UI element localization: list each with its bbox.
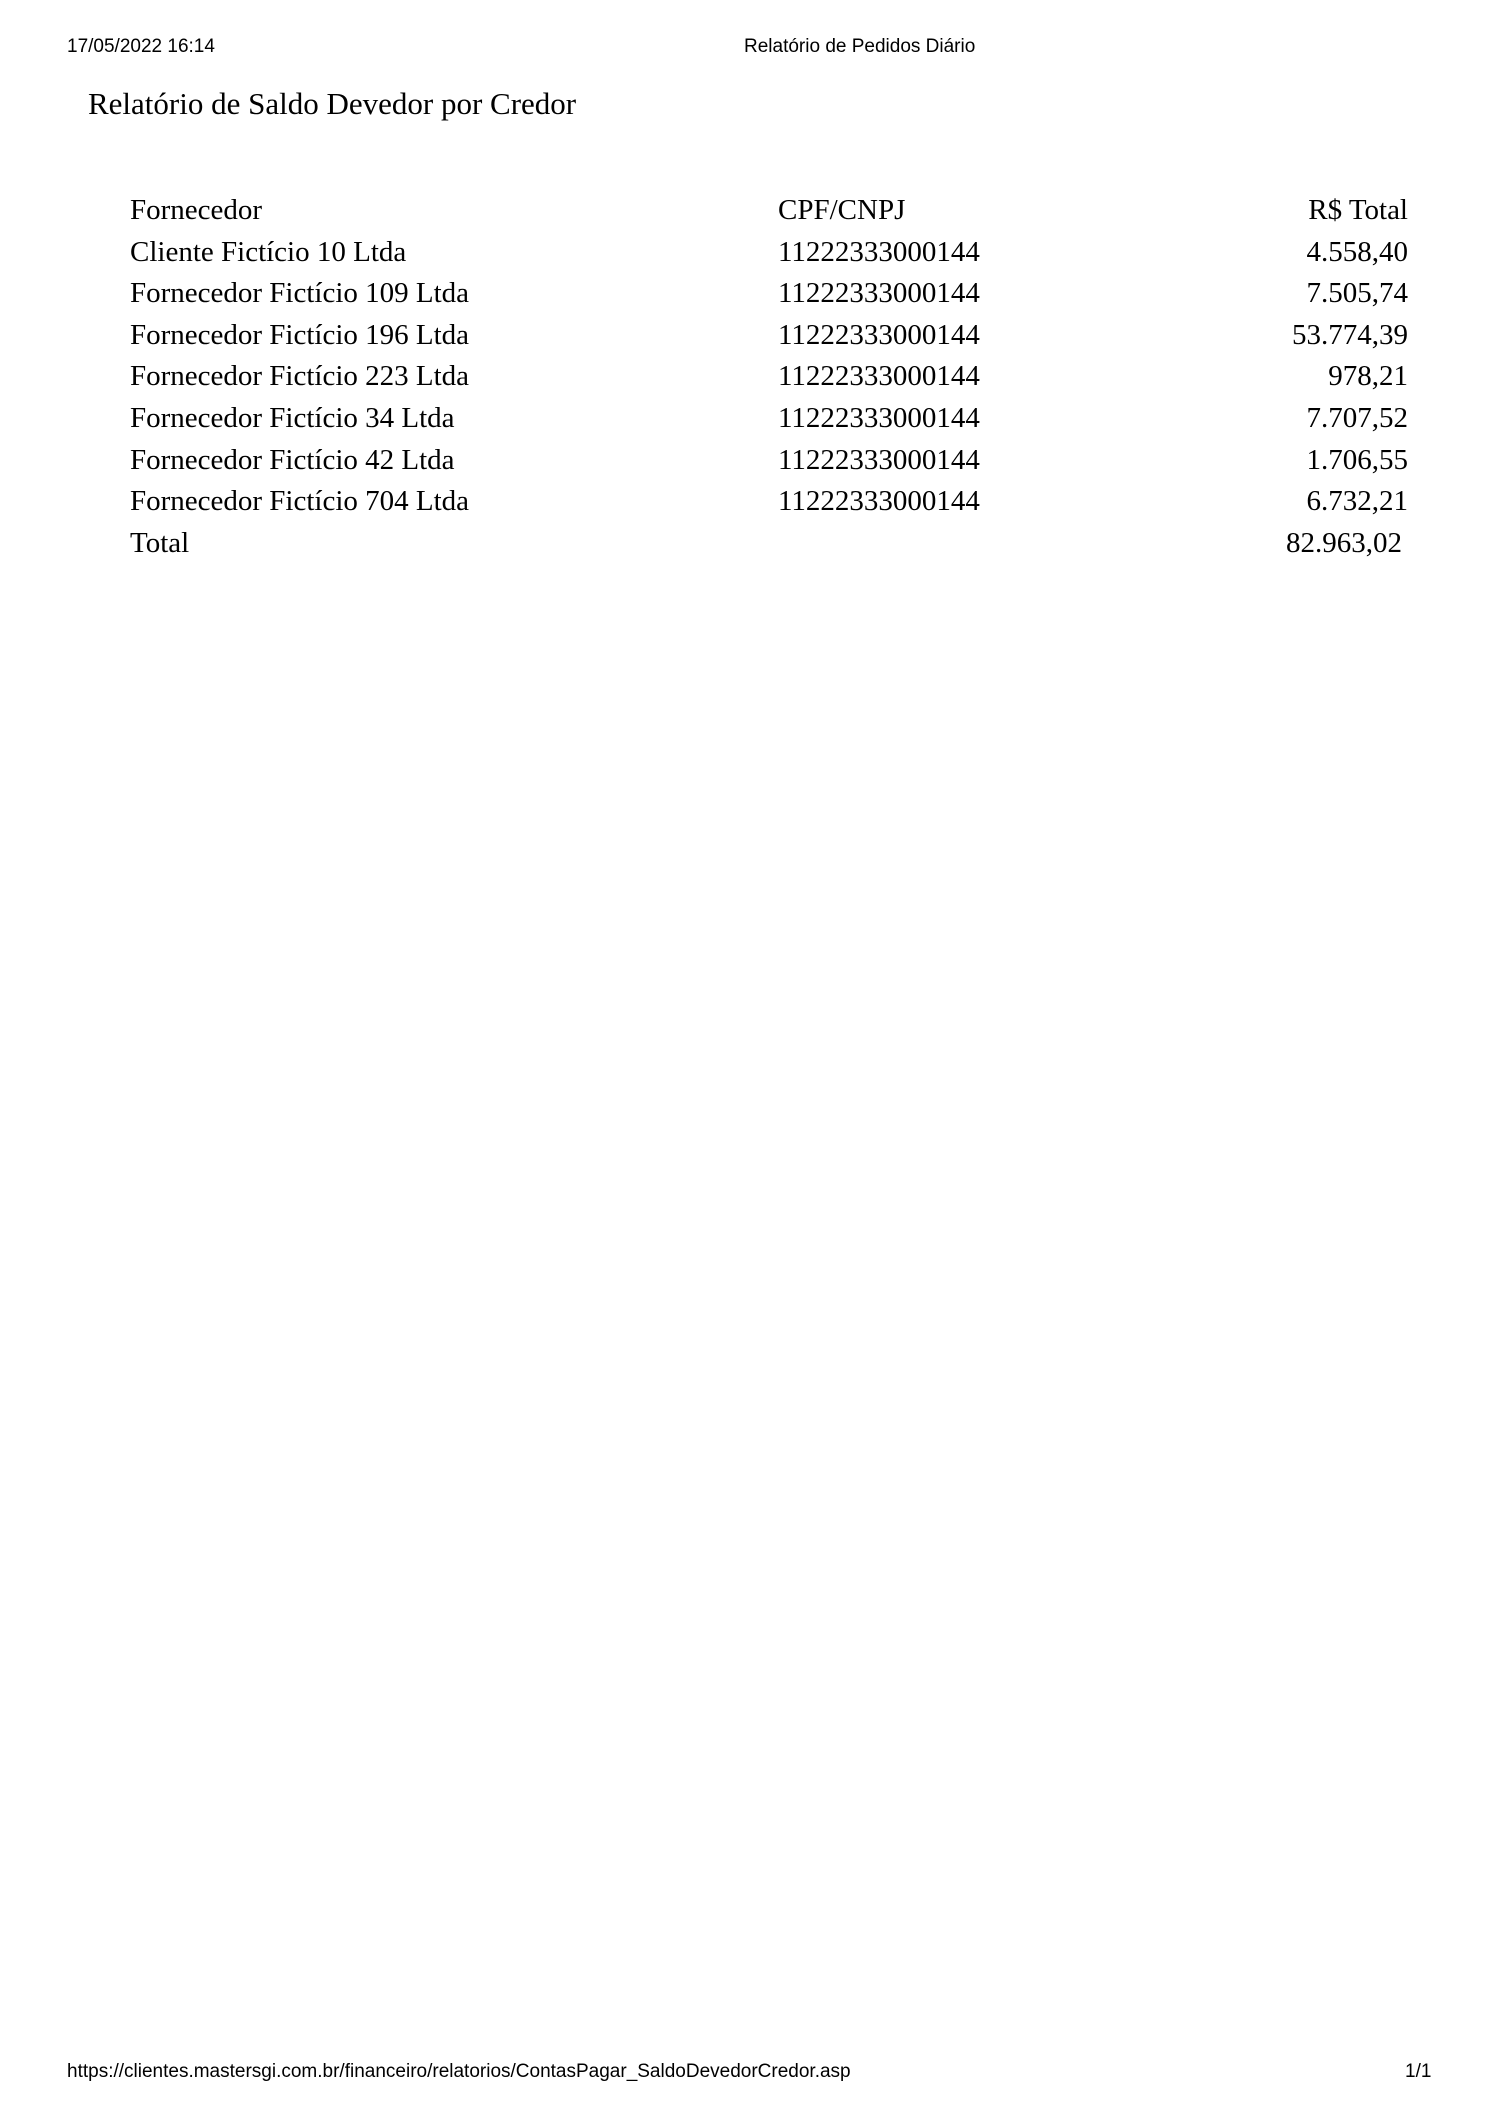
- total-empty-cell: [772, 523, 1167, 565]
- supplier-name: Fornecedor Fictício 34 Ltda: [130, 401, 455, 434]
- table-row: [124, 356, 1414, 398]
- table-row: [124, 440, 1414, 482]
- print-url: https://clientes.mastersgi.com.br/financeiro/relatorios/ContasPagar_SaldoDevedorCredor.asp: [67, 2061, 851, 2082]
- supplier-total: 7.707,52: [1306, 401, 1408, 434]
- supplier-total: 53.774,39: [1292, 318, 1408, 351]
- total-row: [124, 523, 1414, 565]
- supplier-document: 11222333000144: [778, 318, 980, 351]
- supplier-name: Fornecedor Fictício 196 Ltda: [130, 318, 470, 351]
- supplier-total: 4.558,40: [1306, 235, 1408, 268]
- print-header: [0, 36, 1500, 60]
- total-value: 82.963,02: [1286, 526, 1402, 559]
- table-row: [124, 315, 1414, 357]
- print-datetime: 17/05/2022 16:14: [67, 36, 215, 57]
- table-row: [124, 398, 1414, 440]
- supplier-name: Fornecedor Fictício 42 Ltda: [130, 443, 455, 476]
- report-table: [124, 190, 1414, 564]
- supplier-document: 11222333000144: [778, 401, 980, 434]
- column-header-document: CPF/CNPJ: [778, 194, 906, 226]
- print-page-title: Relatório de Pedidos Diário: [744, 36, 976, 57]
- table-header-row: [124, 190, 1414, 232]
- table-row: [124, 273, 1414, 315]
- supplier-total: 7.505,74: [1306, 277, 1408, 310]
- supplier-total: 1.706,55: [1306, 443, 1408, 476]
- supplier-name: Cliente Fictício 10 Ltda: [130, 235, 407, 268]
- supplier-total: 6.732,21: [1306, 485, 1408, 518]
- supplier-document: 11222333000144: [778, 443, 980, 476]
- page-number: 1/1: [1405, 2061, 1432, 2082]
- supplier-document: 11222333000144: [778, 485, 980, 518]
- column-header-total: R$ Total: [1308, 194, 1408, 226]
- table-row: [124, 232, 1414, 274]
- supplier-document: 11222333000144: [778, 277, 980, 310]
- supplier-name: Fornecedor Fictício 109 Ltda: [130, 277, 470, 310]
- total-label: Total: [130, 526, 190, 559]
- supplier-name: Fornecedor Fictício 223 Ltda: [130, 360, 470, 393]
- supplier-document: 11222333000144: [778, 235, 980, 268]
- column-header-supplier: Fornecedor: [130, 194, 263, 226]
- supplier-name: Fornecedor Fictício 704 Ltda: [130, 485, 470, 518]
- table-row: [124, 481, 1414, 523]
- supplier-document: 11222333000144: [778, 360, 980, 393]
- supplier-total: 978,21: [1328, 360, 1408, 393]
- print-footer: [0, 2061, 1500, 2085]
- report-title: Relatório de Saldo Devedor por Credor: [88, 86, 577, 121]
